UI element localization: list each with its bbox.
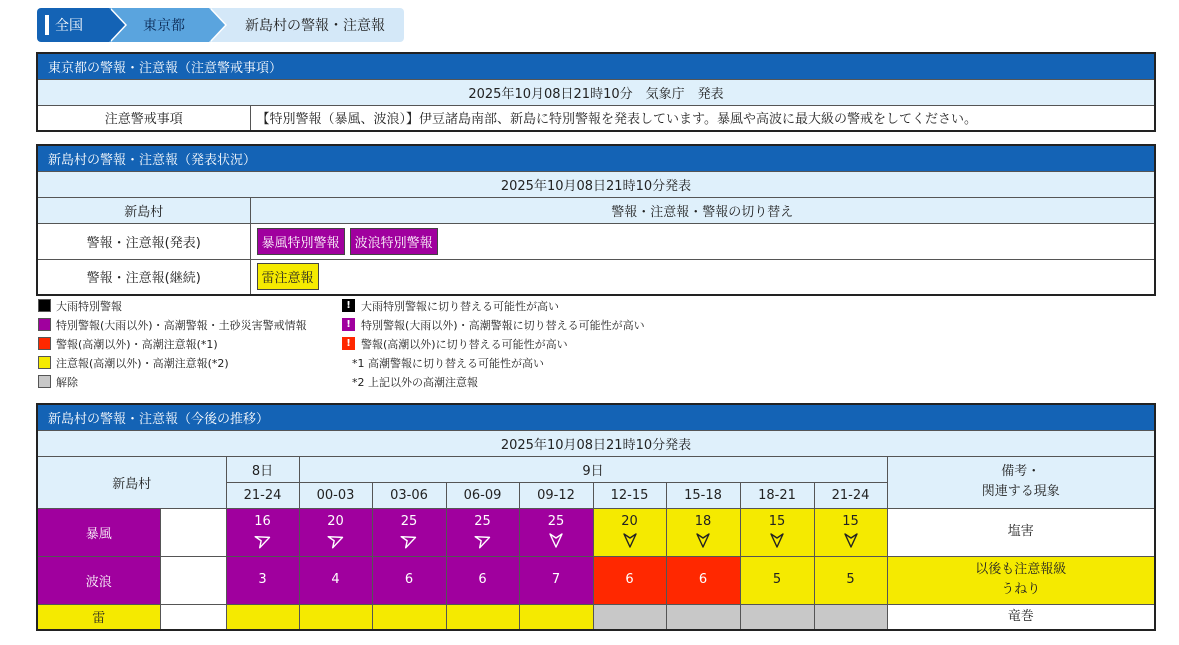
- period-header: 06-09: [446, 482, 519, 508]
- forecast-cell: [372, 556, 446, 604]
- forecast-cell-value: 6: [478, 572, 487, 587]
- forecast-cell-value: 6: [698, 572, 708, 587]
- forecast-cell-value: 6: [404, 572, 414, 587]
- forecast-cell-value: 25: [474, 514, 491, 529]
- forecast-row-label: 暴風: [37, 508, 160, 556]
- forecast-cell: [372, 604, 446, 630]
- forecast-cell: [666, 604, 740, 630]
- breadcrumb-current-label: 新島村の警報・注意報: [245, 18, 385, 34]
- legend-label: 大雨特別警報に切り替える可能性が高い: [361, 299, 559, 313]
- breadcrumb-separator: [109, 8, 125, 42]
- forecast-cell: [740, 556, 814, 604]
- exclamation-icon: !: [342, 337, 355, 350]
- exclamation-icon: !: [342, 318, 355, 331]
- status-issued-label: 警報・注意報(発表): [37, 223, 250, 259]
- breadcrumb: [37, 8, 404, 42]
- legend-label: 特別警報(大雨以外)・高潮警報・土砂災害警戒情報: [56, 318, 307, 332]
- warning-chip-storm[interactable]: 暴風特別警報: [257, 228, 345, 255]
- legend-label: *1 高潮警報に切り替える可能性が高い: [352, 356, 544, 370]
- exclamation-icon: !: [342, 299, 355, 312]
- wind-direction-icon: [621, 531, 639, 549]
- forecast-cell-value: 5: [772, 572, 782, 587]
- legend-note: [342, 372, 645, 391]
- legend-label: 警報(高潮以外)・高潮注意報(*1): [56, 337, 218, 351]
- forecast-cell: [593, 556, 666, 604]
- forecast-cell-value: 15: [768, 514, 786, 529]
- forecast-cell-value: 25: [547, 514, 565, 529]
- forecast-cell: [814, 604, 887, 630]
- forecast-cell-value: 5: [846, 572, 855, 587]
- forecast-remarks-header: 備考・ 関連する現象: [887, 456, 1155, 508]
- swatch-purple: [38, 318, 51, 331]
- forecast-row-blank: [160, 508, 226, 556]
- forecast-cell-value: 3: [258, 572, 267, 587]
- swatch-yellow: [38, 356, 51, 369]
- forecast-cell-value: 7: [551, 572, 561, 587]
- caution-text: 【特別警報（暴風、波浪）】伊豆諸島南部、新島に特別警報を発表しています。暴風や高波に最大級の警戒をしてください。: [250, 105, 1155, 131]
- period-header: 18-21: [740, 482, 814, 508]
- legend-note: [342, 353, 645, 372]
- period-header: 21-24: [226, 482, 299, 508]
- forecast-day1: 8日: [226, 456, 299, 482]
- wind-direction-icon: [842, 531, 860, 549]
- forecast-cell: [666, 508, 740, 556]
- legend-item: [342, 296, 645, 315]
- forecast-cell: [593, 508, 666, 556]
- wind-direction-icon: [694, 531, 712, 549]
- forecast-cell: [519, 556, 593, 604]
- legend-item: [38, 315, 307, 334]
- swatch-gray: [38, 375, 51, 388]
- forecast-row: [37, 508, 1155, 556]
- forecast-cell-value: 25: [400, 514, 418, 529]
- forecast-row: [37, 556, 1155, 604]
- forecast-table: [36, 403, 1156, 631]
- forecast-cell: [814, 556, 887, 604]
- legend-label: 特別警報(大雨以外)・高潮警報に切り替える可能性が高い: [361, 318, 645, 332]
- caution-table: [36, 52, 1156, 132]
- forecast-cell: [372, 508, 446, 556]
- status-continued-label: 警報・注意報(継続): [37, 259, 250, 295]
- forecast-remark: 以後も注意報級 うねり: [887, 556, 1155, 604]
- legend-label: 大雨特別警報: [56, 299, 122, 313]
- forecast-cell-value: 20: [621, 514, 638, 529]
- forecast-cell-value: 6: [625, 572, 634, 587]
- period-header: 09-12: [519, 482, 593, 508]
- legend-label: 解除: [56, 375, 78, 389]
- forecast-cell: [299, 508, 372, 556]
- breadcrumb-home[interactable]: [37, 8, 109, 42]
- wind-direction-icon: [547, 531, 565, 549]
- legend-label: 注意報(高潮以外)・高潮注意報(*2): [56, 356, 229, 370]
- forecast-cell: [740, 508, 814, 556]
- wind-direction-icon: [254, 531, 272, 549]
- breadcrumb-pref-label: 東京都: [143, 18, 185, 34]
- period-header: 15-18: [666, 482, 740, 508]
- forecast-cell-value: 16: [254, 514, 271, 529]
- wind-direction-icon: [400, 531, 418, 549]
- legend-item: [38, 353, 307, 372]
- breadcrumb-home-label: 全国: [55, 18, 83, 34]
- forecast-cell: [446, 604, 519, 630]
- forecast-header: 新島村の警報・注意報（今後の推移）: [37, 404, 1155, 430]
- legend-item: [342, 315, 645, 334]
- wind-direction-icon: [327, 531, 345, 549]
- period-header: 12-15: [593, 482, 666, 508]
- forecast-row-blank: [160, 556, 226, 604]
- forecast-issued: 2025年10月08日21時10分発表: [37, 430, 1155, 456]
- forecast-cell-value: 15: [842, 514, 859, 529]
- status-header: 新島村の警報・注意報（発表状況）: [37, 145, 1155, 171]
- period-header: 03-06: [372, 482, 446, 508]
- forecast-cell: [814, 508, 887, 556]
- legend-label: 警報(高潮以外)に切り替える可能性が高い: [361, 337, 568, 351]
- forecast-row: [37, 604, 1155, 630]
- wind-direction-icon: [474, 531, 492, 549]
- forecast-day2: 9日: [299, 456, 887, 482]
- warning-chip-thunder[interactable]: 雷注意報: [257, 263, 319, 290]
- legend-item: [342, 334, 645, 353]
- forecast-area: 新島村: [37, 456, 226, 508]
- forecast-cell-value: 18: [694, 514, 712, 529]
- swatch-black: [38, 299, 51, 312]
- caution-issued: 2025年10月08日21時10分 気象庁 発表: [37, 79, 1155, 105]
- forecast-row-label: 波浪: [37, 556, 160, 604]
- breadcrumb-current: [209, 8, 404, 42]
- forecast-cell: [666, 556, 740, 604]
- forecast-cell-value: 20: [327, 514, 344, 529]
- forecast-remark: 竜巻: [887, 604, 1155, 630]
- swatch-red: [38, 337, 51, 350]
- wind-direction-icon: [768, 531, 786, 549]
- legend-item: [38, 296, 307, 315]
- caution-header: 東京都の警報・注意報（注意警戒事項）: [37, 53, 1155, 79]
- status-col-area: 新島村: [37, 197, 250, 223]
- forecast-cell: [519, 604, 593, 630]
- status-col-warnings: 警報・注意報・警報の切り替え: [250, 197, 1155, 223]
- forecast-cell-value: 4: [331, 572, 340, 587]
- status-issued-items: [250, 223, 1155, 259]
- forecast-row-label: 雷: [37, 604, 160, 630]
- breadcrumb-separator: [209, 8, 225, 42]
- forecast-cell: [593, 604, 666, 630]
- forecast-cell: [446, 508, 519, 556]
- forecast-cell: [226, 556, 299, 604]
- period-header: 21-24: [814, 482, 887, 508]
- caution-label: 注意警戒事項: [37, 105, 250, 131]
- breadcrumb-marker: [45, 15, 49, 35]
- forecast-cell: [446, 556, 519, 604]
- legend-item: [38, 334, 307, 353]
- forecast-cell: [299, 556, 372, 604]
- forecast-remark: 塩害: [887, 508, 1155, 556]
- forecast-cell: [299, 604, 372, 630]
- forecast-row-blank: [160, 604, 226, 630]
- forecast-cell: [226, 604, 299, 630]
- legend-label: *2 上記以外の高潮注意報: [352, 375, 478, 389]
- forecast-cell: [740, 604, 814, 630]
- status-table: [36, 144, 1156, 296]
- legend-item: [38, 372, 307, 391]
- period-header: 00-03: [299, 482, 372, 508]
- legend-right: [342, 296, 645, 391]
- forecast-body: [37, 508, 1155, 630]
- status-issued: 2025年10月08日21時10分発表: [37, 171, 1155, 197]
- status-continued-items: [250, 259, 1155, 295]
- forecast-cell: [226, 508, 299, 556]
- legend-left: [38, 296, 307, 391]
- warning-chip-waves[interactable]: 波浪特別警報: [350, 228, 438, 255]
- forecast-cell: [519, 508, 593, 556]
